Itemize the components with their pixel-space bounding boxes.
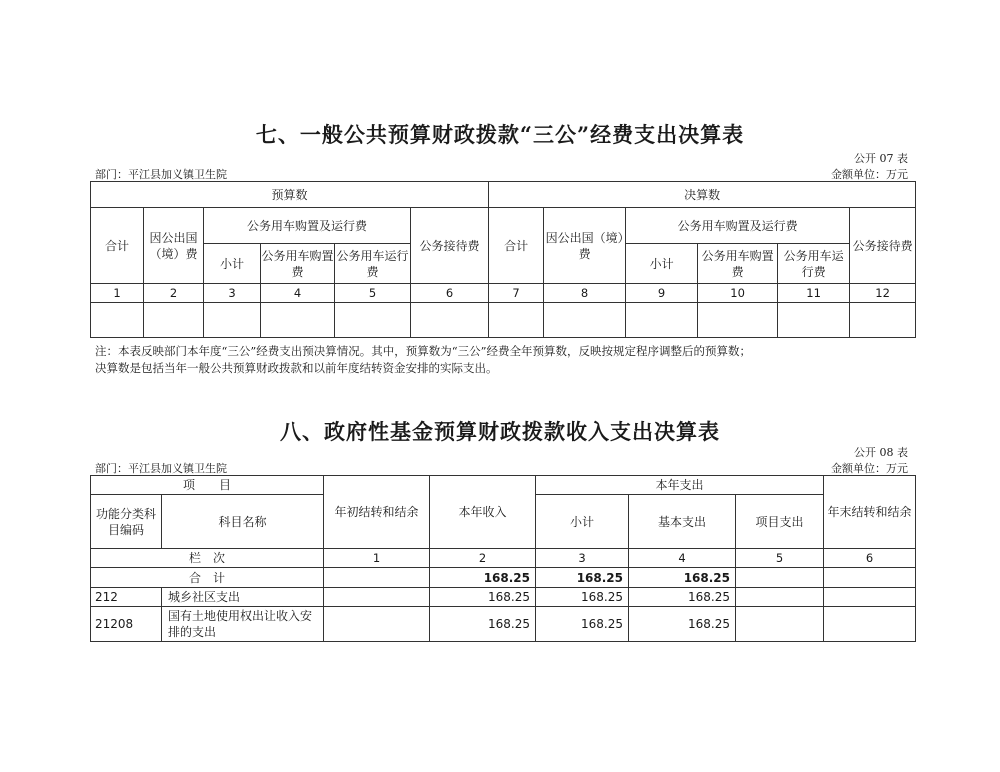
budget-header: 预算数 bbox=[91, 182, 489, 208]
budget-subtotal-header: 小计 bbox=[204, 244, 261, 284]
table7-unit: 金额单位：万元 bbox=[831, 168, 908, 181]
table-row bbox=[91, 607, 916, 642]
table7-form-number: 公开 07 表 bbox=[854, 152, 908, 165]
col-number: 9 bbox=[626, 284, 698, 303]
budget-total-header: 合计 bbox=[91, 208, 144, 284]
col-number: 1 bbox=[324, 549, 430, 568]
row-basic: 168.25 bbox=[629, 607, 736, 642]
budget-car-group-header: 公务用车购置及运行费 bbox=[204, 208, 411, 244]
final-reception-header: 公务接待费 bbox=[850, 208, 916, 284]
item-header: 项 目 bbox=[91, 476, 324, 495]
table7-note bbox=[95, 343, 925, 377]
col-number: 11 bbox=[778, 284, 850, 303]
row-name: 国有土地使用权出让收入安排的支出 bbox=[162, 607, 324, 642]
empty-cell bbox=[824, 607, 916, 642]
total-row bbox=[91, 568, 916, 588]
final-subtotal-header: 小计 bbox=[626, 244, 698, 284]
col-number: 2 bbox=[144, 284, 204, 303]
row-code: 212 bbox=[91, 588, 162, 607]
empty-cell bbox=[489, 303, 544, 338]
row-subtotal: 168.25 bbox=[536, 607, 629, 642]
empty-cell bbox=[261, 303, 335, 338]
expense-group-header: 本年支出 bbox=[536, 476, 824, 495]
empty-cell bbox=[850, 303, 916, 338]
col-number: 10 bbox=[698, 284, 778, 303]
empty-cell bbox=[411, 303, 489, 338]
empty-cell bbox=[824, 588, 916, 607]
row-income: 168.25 bbox=[430, 588, 536, 607]
col-number: 8 bbox=[544, 284, 626, 303]
col-label: 栏 次 bbox=[91, 549, 324, 568]
empty-cell bbox=[324, 588, 430, 607]
final-car-running-header: 公务用车运行费 bbox=[778, 244, 850, 284]
total-income: 168.25 bbox=[430, 568, 536, 588]
empty-cell bbox=[335, 303, 411, 338]
empty-cell bbox=[324, 607, 430, 642]
col-number: 4 bbox=[629, 549, 736, 568]
col-number: 1 bbox=[91, 284, 144, 303]
empty-cell bbox=[324, 568, 430, 588]
empty-cell bbox=[144, 303, 204, 338]
table8-unit: 金额单位：万元 bbox=[831, 462, 908, 475]
empty-cell bbox=[736, 568, 824, 588]
final-total-header: 合计 bbox=[489, 208, 544, 284]
empty-cell bbox=[91, 303, 144, 338]
empty-cell bbox=[778, 303, 850, 338]
closing-balance-header: 年末结转和结余 bbox=[824, 476, 916, 549]
col-number: 3 bbox=[204, 284, 261, 303]
table-row bbox=[91, 303, 916, 338]
table8-department: 部门：平江县加义镇卫生院 bbox=[95, 462, 227, 475]
subject-name-header: 科目名称 bbox=[162, 495, 324, 549]
project-expense-header: 项目支出 bbox=[736, 495, 824, 549]
opening-balance-header: 年初结转和结余 bbox=[324, 476, 430, 549]
empty-cell bbox=[626, 303, 698, 338]
row-basic: 168.25 bbox=[629, 588, 736, 607]
empty-cell bbox=[736, 607, 824, 642]
table-row bbox=[91, 588, 916, 607]
row-subtotal: 168.25 bbox=[536, 588, 629, 607]
col-number: 2 bbox=[430, 549, 536, 568]
col-number: 4 bbox=[261, 284, 335, 303]
expense-subtotal-header: 小计 bbox=[536, 495, 629, 549]
col-number: 3 bbox=[536, 549, 629, 568]
row-code: 21208 bbox=[91, 607, 162, 642]
final-header: 决算数 bbox=[489, 182, 916, 208]
col-number: 7 bbox=[489, 284, 544, 303]
empty-cell bbox=[204, 303, 261, 338]
col-number: 6 bbox=[411, 284, 489, 303]
table7 bbox=[90, 181, 916, 338]
income-header: 本年收入 bbox=[430, 476, 536, 549]
empty-cell bbox=[544, 303, 626, 338]
row-income: 168.25 bbox=[430, 607, 536, 642]
final-car-group-header: 公务用车购置及运行费 bbox=[626, 208, 850, 244]
empty-cell bbox=[824, 568, 916, 588]
budget-car-purchase-header: 公务用车购置费 bbox=[261, 244, 335, 284]
col-number: 6 bbox=[824, 549, 916, 568]
table7-title: 七、一般公共预算财政拨款“三公”经费支出决算表 bbox=[255, 122, 745, 147]
col-number: 12 bbox=[850, 284, 916, 303]
func-code-header: 功能分类科目编码 bbox=[91, 495, 162, 549]
table7-note-line1: 注：本表反映部门本年度“三公”经费支出预决算情况。其中，预算数为“三公”经费全年预算数，反映按规定程序调整后的预算数； bbox=[95, 344, 752, 358]
col-number: 5 bbox=[335, 284, 411, 303]
table8-form-number: 公开 08 表 bbox=[854, 446, 908, 459]
budget-car-running-header: 公务用车运行费 bbox=[335, 244, 411, 284]
final-car-purchase-header: 公务用车购置费 bbox=[698, 244, 778, 284]
empty-cell bbox=[698, 303, 778, 338]
table7-note-line2: 决算数是包括当年一般公共预算财政拨款和以前年度结转资金安排的实际支出。 bbox=[95, 361, 498, 375]
table8-title: 八、政府性基金预算财政拨款收入支出决算表 bbox=[280, 419, 720, 444]
basic-expense-header: 基本支出 bbox=[629, 495, 736, 549]
final-abroad-header: 因公出国（境）费 bbox=[544, 208, 626, 284]
row-name: 城乡社区支出 bbox=[162, 588, 324, 607]
empty-cell bbox=[736, 588, 824, 607]
budget-abroad-header: 因公出国（境）费 bbox=[144, 208, 204, 284]
total-subtotal: 168.25 bbox=[536, 568, 629, 588]
table7-department: 部门：平江县加义镇卫生院 bbox=[95, 168, 227, 181]
total-label: 合 计 bbox=[91, 568, 324, 588]
budget-reception-header: 公务接待费 bbox=[411, 208, 489, 284]
total-basic: 168.25 bbox=[629, 568, 736, 588]
col-number: 5 bbox=[736, 549, 824, 568]
table8 bbox=[90, 475, 916, 642]
